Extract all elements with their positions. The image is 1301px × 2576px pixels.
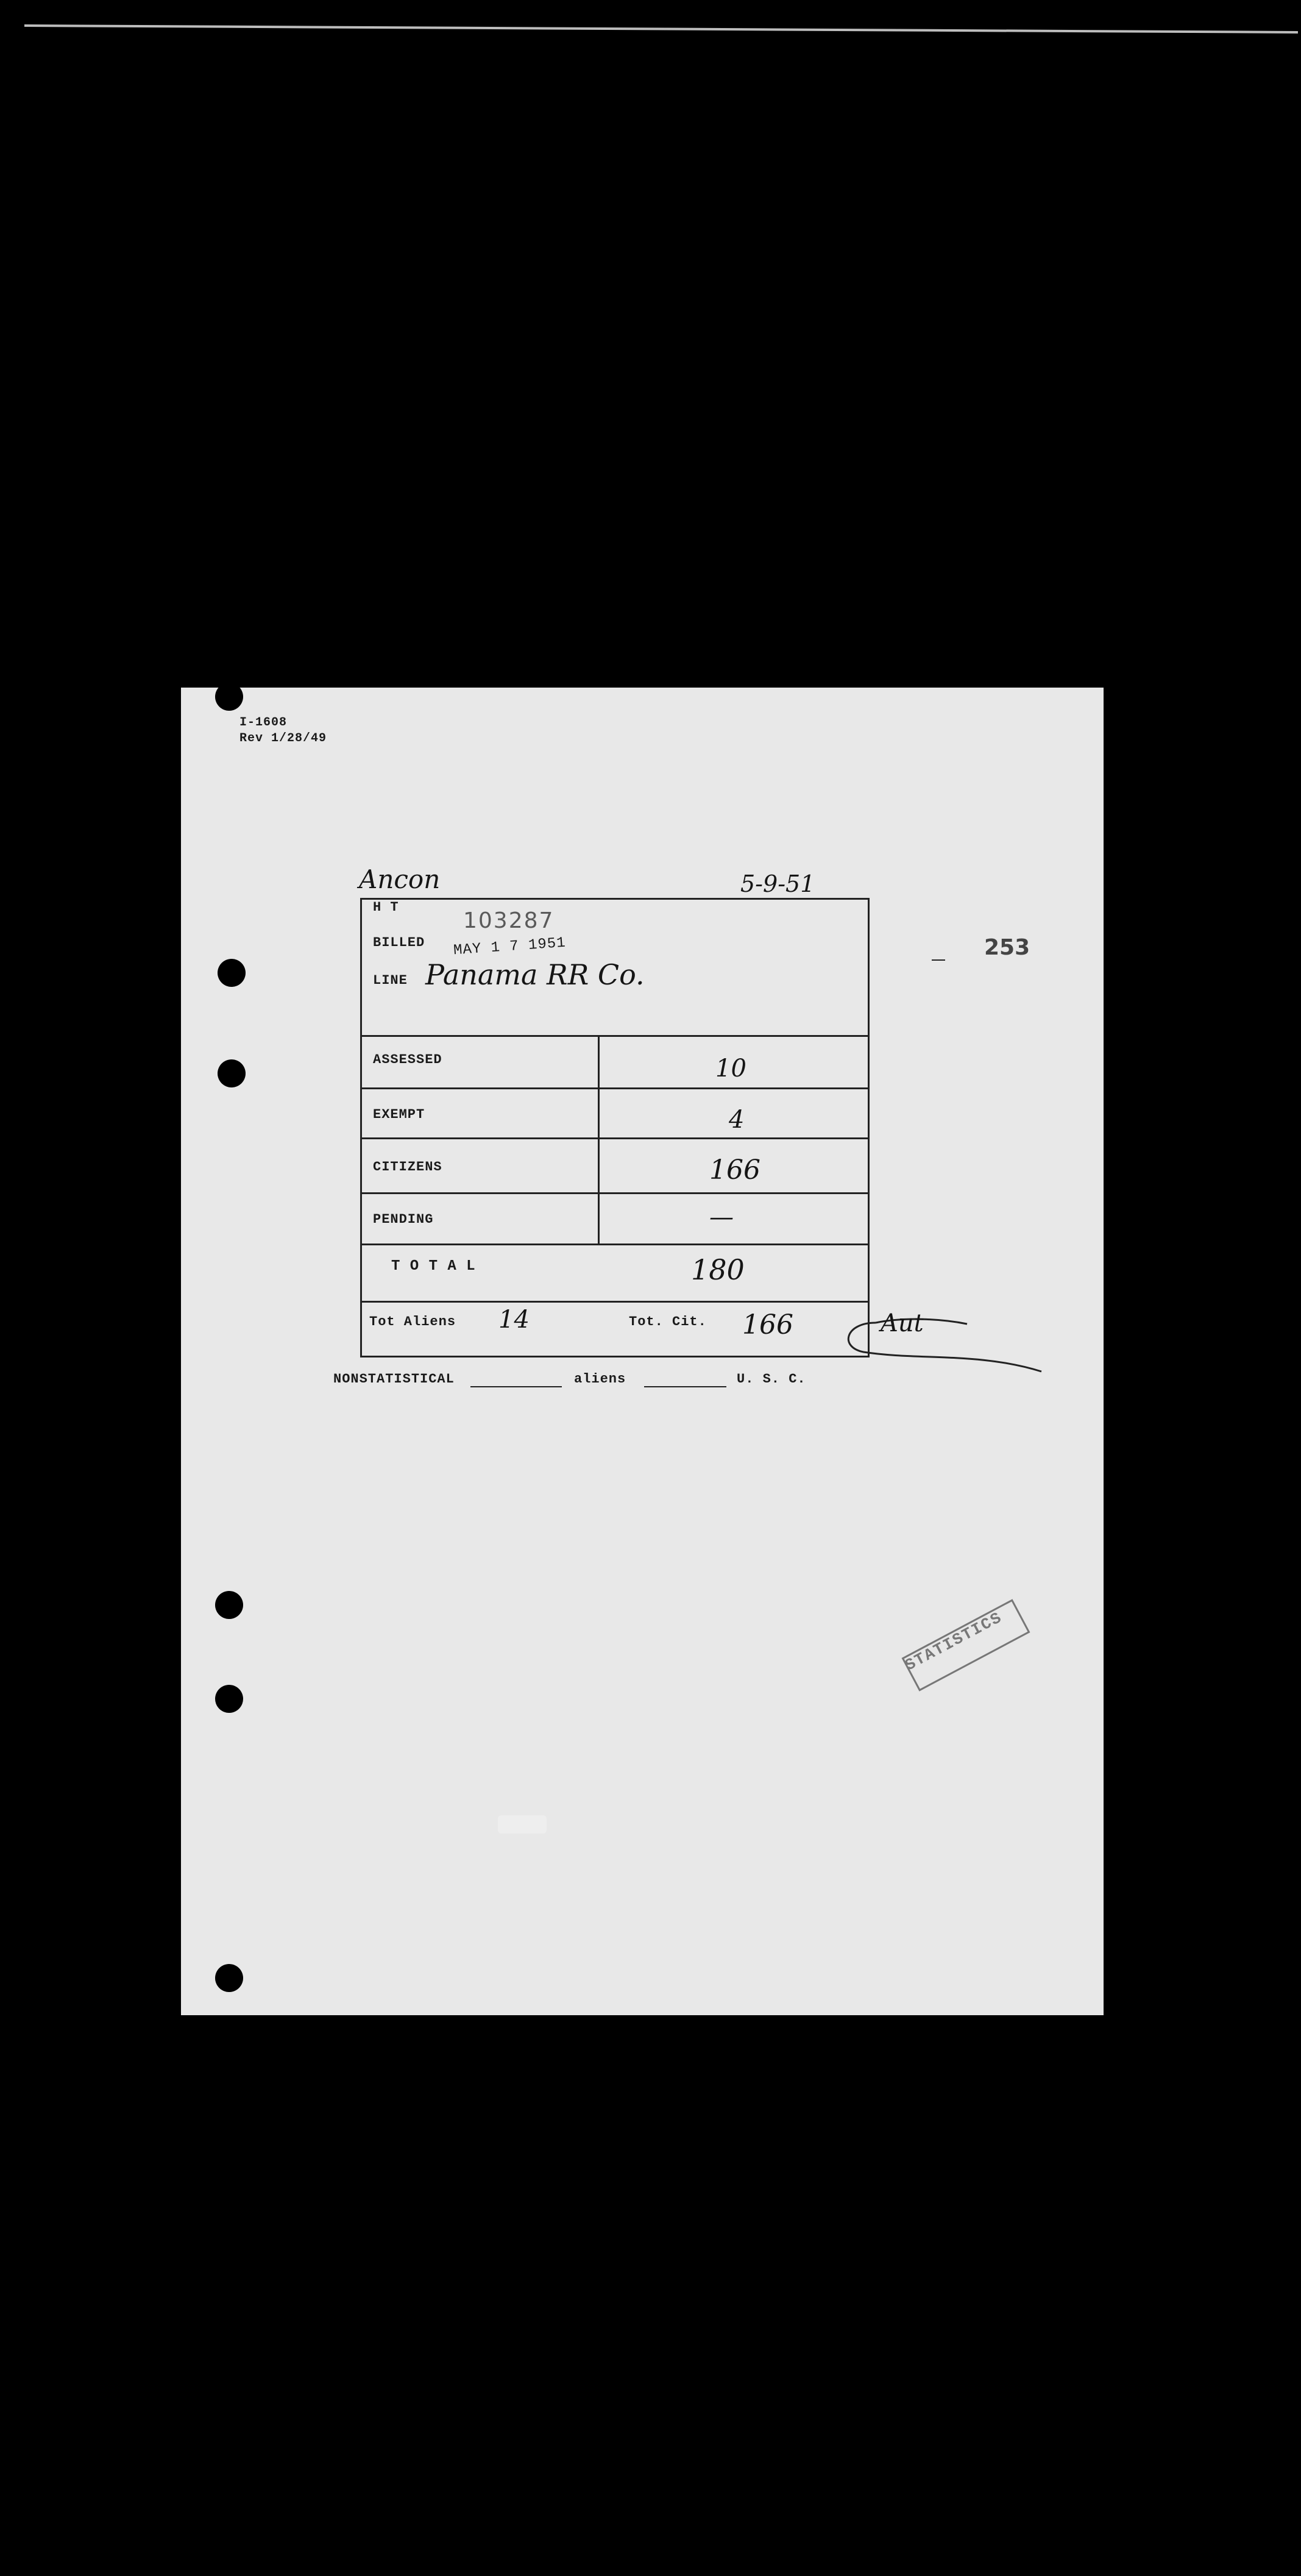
divider <box>362 1301 868 1303</box>
tot-aliens-label: Tot Aliens <box>369 1314 456 1329</box>
port-name: Ancon <box>359 864 441 894</box>
aliens-blank <box>644 1386 726 1387</box>
form-number: I-1608 <box>239 716 288 730</box>
total-label: T O T A L <box>391 1258 476 1275</box>
form-revision: Rev 1/28/49 <box>239 731 327 745</box>
form-date: 5-9-51 <box>740 870 815 897</box>
ht-number: 103287 <box>463 908 555 933</box>
row-label-assessed: ASSESSED <box>373 1052 442 1067</box>
nonstatistical-blank <box>470 1386 562 1387</box>
row-value-pending: — <box>709 1203 734 1231</box>
row-label-pending: PENDING <box>373 1212 434 1227</box>
line-label: LINE <box>373 973 408 988</box>
line-value: Panama RR Co. <box>425 958 645 991</box>
row-value-assessed: 10 <box>715 1055 746 1083</box>
initials: Aut <box>881 1309 924 1337</box>
row-value-citizens: 166 <box>709 1155 760 1186</box>
aliens-label: aliens <box>574 1372 626 1387</box>
statistics-stamp: STATISTICS <box>902 1608 1005 1675</box>
divider <box>362 1192 868 1194</box>
punch-hole <box>215 683 243 711</box>
scan-edge-line <box>24 24 1298 34</box>
billed-label: BILLED <box>373 935 425 950</box>
divider <box>362 1035 868 1037</box>
tot-cit-label: Tot. Cit. <box>629 1314 707 1329</box>
tot-cit-value: 166 <box>742 1309 793 1340</box>
usc-label: U. S. C. <box>737 1372 806 1387</box>
punch-hole <box>215 1685 243 1713</box>
ht-label: H T <box>373 900 399 915</box>
punch-hole <box>218 1059 246 1087</box>
nonstatistical-label: NONSTATISTICAL <box>333 1372 455 1387</box>
tot-aliens-value: 14 <box>498 1306 530 1334</box>
punch-hole <box>218 959 246 987</box>
punch-hole <box>215 1591 243 1619</box>
row-value-exempt: 4 <box>729 1106 745 1134</box>
page-number: 253 <box>984 935 1030 960</box>
divider <box>362 1137 868 1139</box>
billed-date: MAY 1 7 1951 <box>453 934 567 959</box>
summary-table <box>360 898 870 1357</box>
punch-hole <box>215 1964 243 1992</box>
divider <box>362 1087 868 1089</box>
divider <box>362 1244 868 1245</box>
column-divider <box>598 1035 600 1244</box>
paper-mark <box>498 1815 547 1834</box>
dash-mark <box>932 959 945 961</box>
total-value: 180 <box>691 1253 745 1286</box>
initials-loop <box>821 1309 1065 1382</box>
row-label-exempt: EXEMPT <box>373 1107 425 1122</box>
row-label-citizens: CITIZENS <box>373 1159 442 1175</box>
document-sheet <box>181 688 1104 2015</box>
